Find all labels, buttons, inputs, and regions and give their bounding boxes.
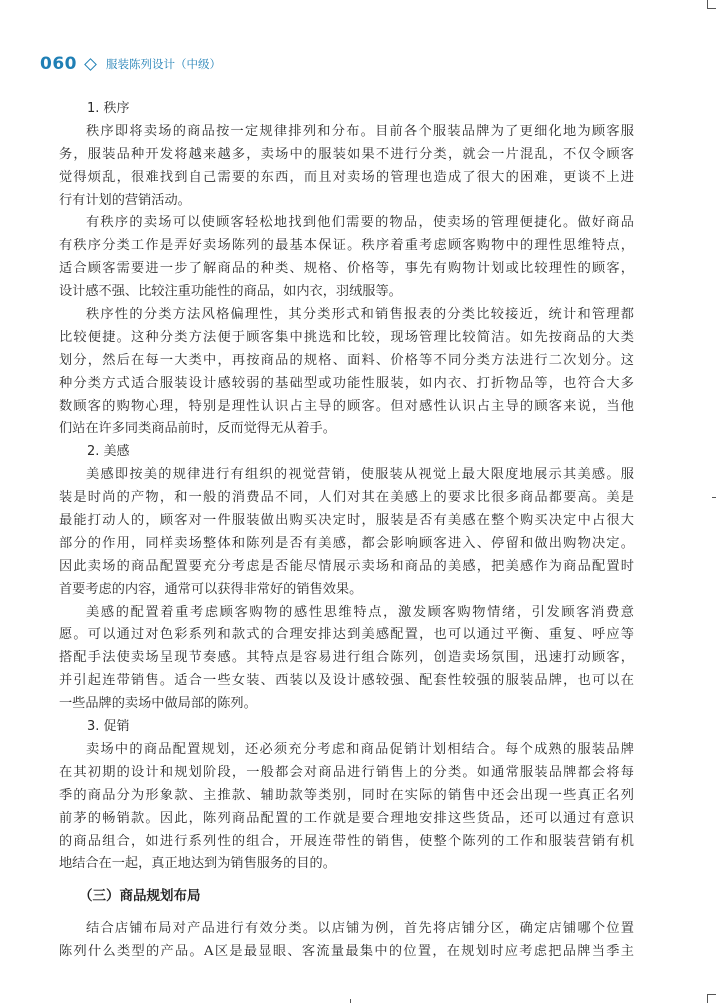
text-line: 前茅的畅销款。因此，陈列商品配置的工作就是要合理地安排这些货品，还可以通过有意识	[59, 810, 634, 826]
text-line: 卖场中的商品配置规划，还必须充分考虑和商品促销计划相结合。每个成熟的服装品牌	[86, 741, 634, 757]
crop-mark	[707, 8, 716, 9]
paragraph	[59, 739, 634, 876]
book-title: 服装陈列设计（中级）	[106, 57, 221, 71]
text-line: 的商品组合，如进行系列性的组合，开展连带性的销售，使整个陈列的工作和服装营销有机	[59, 833, 634, 849]
crop-mark	[350, 999, 351, 1003]
text-line: 在其初期的设计和规划阶段，一般都会对商品进行销售上的分类。如通常服装品牌都会将每	[59, 764, 634, 780]
text-line: 行有计划的营销活动。	[59, 192, 191, 208]
text-line: 首要考虑的内容，通常可以获得非常好的销售效果。	[59, 581, 363, 597]
text-line: 们站在许多同类商品前时，反而觉得无从着手。	[59, 421, 336, 437]
text-line: 种分类方式适合服装设计感较弱的基础型或功能性服装，如内衣、打折物品等，也符合大多	[59, 375, 634, 391]
text-line: 务，服装品种开发将越来越多，卖场中的服装如果不进行分类，就会一片混乱，不仅令顾客	[59, 146, 634, 162]
text-line: 适合顾客需要进一步了解商品的种类、规格、价格等，事先有购物计划或比较理性的顾客，	[59, 261, 634, 277]
text-line: 有秩序分类工作是弄好卖场陈列的最基本保证。秩序着重考虑顾客购物中的理性思维特点，	[59, 238, 634, 254]
page-header	[40, 54, 221, 74]
text-line: 秩序即将卖场的商品按一定规律排列和分布。目前各个服装品牌为了更细化地为顾客服	[86, 123, 634, 139]
text-line: 搭配手法使卖场呈现节奏感。其特点是容易进行组合陈列，创造卖场氛围，迅速打动顾客，	[59, 650, 634, 666]
text-line: 陈列什么类型的产品。A区是最显眼、客流量最集中的位置，在规划时应考虑把品牌当季主	[59, 944, 634, 960]
paragraph	[59, 464, 634, 601]
paragraph	[59, 212, 634, 304]
text-line: 一些品牌的卖场中做局部的陈列。	[59, 696, 257, 712]
text-line: 部分的作用，同样卖场整体和陈列是否有美感，都会影响顾客进入、停留和做出购物决定。	[59, 535, 634, 551]
text-line: 觉得烦乱，很难找到自己需要的东西，而且对卖场的管理也造成了很大的困难，更谈不上进	[59, 169, 634, 185]
page-number: 060	[40, 54, 77, 74]
crop-mark	[707, 994, 708, 1003]
paragraph	[59, 121, 634, 213]
text-line: 有秩序的卖场可以使顾客轻松地找到他们需要的物品，使卖场的管理便捷化。做好商品	[86, 215, 634, 231]
text-line: 美感即按美的规律进行有组织的视觉营销，使服装从视觉上最大限度地展示其美感。服	[86, 467, 634, 483]
text-line: 比较便捷。这种分类方法便于顾客集中挑选和比较，现场管理比较简洁。如先按商品的大类	[59, 329, 634, 345]
text-line: 美感的配置着重考虑顾客购物的感性思维特点，激发顾客购物情绪，引发顾客消费意	[86, 604, 634, 620]
crop-mark	[712, 497, 716, 498]
subsection-heading-promotion: 3. 促销	[87, 719, 130, 735]
page-body	[59, 98, 634, 964]
subsection-heading-beauty: 2. 美感	[87, 444, 130, 460]
text-line: 装是时尚的产物，和一般的消费品不同，人们对其在美感上的要求比很多商品都要高。美是	[59, 490, 634, 506]
text-line: 愿。可以通过对色彩系列和款式的合理安排达到美感配置，也可以通过平衡、重复、呼应等	[59, 627, 634, 643]
text-line: 地结合在一起，真正地达到为销售服务的目的。	[59, 856, 336, 872]
text-line: 并引起连带销售。适合一些女装、西装以及设计感较强、配套性较强的服装品牌，也可以在	[59, 673, 634, 689]
text-line: 设计感不强、比较注重功能性的商品，如内衣，羽绒服等。	[59, 284, 402, 300]
text-line: 结合店铺布局对产品进行有效分类。以店铺为例，首先将店铺分区，确定店铺哪个位置	[86, 921, 634, 937]
subsection-heading-order: 1. 秩序	[87, 101, 130, 116]
text-line: 秩序性的分类方法风格偏理性，其分类形式和销售报表的分类比较接近，统计和管理都	[86, 307, 634, 323]
diamond-icon	[84, 58, 97, 71]
paragraph	[59, 304, 634, 441]
section-heading-layout: （三）商品规划布局	[79, 888, 201, 905]
text-line: 数顾客的购物心理，特别是理性认识占主导的顾客。但对感性认识占主导的顾客来说，当他	[59, 398, 634, 414]
paragraph	[59, 602, 634, 716]
paragraph	[59, 918, 634, 964]
text-line: 最能打动人的，顾客对一件服装做出购买决定时，服装是否有美感在整个购买决定中占很大	[59, 513, 634, 529]
text-line: 季的商品分为形象款、主推款、辅助款等类别，同时在实际的销售中还会出现一些真正名列	[59, 787, 634, 803]
text-line: 划分，然后在每一大类中，再按商品的规格、面料、价格等不同分类方法进行二次划分。这	[59, 352, 634, 368]
text-line: 因此卖场的商品配置要充分考虑是否能尽情展示卖场和商品的美感，把美感作为商品配置时	[59, 558, 634, 574]
crop-mark	[707, 994, 716, 995]
